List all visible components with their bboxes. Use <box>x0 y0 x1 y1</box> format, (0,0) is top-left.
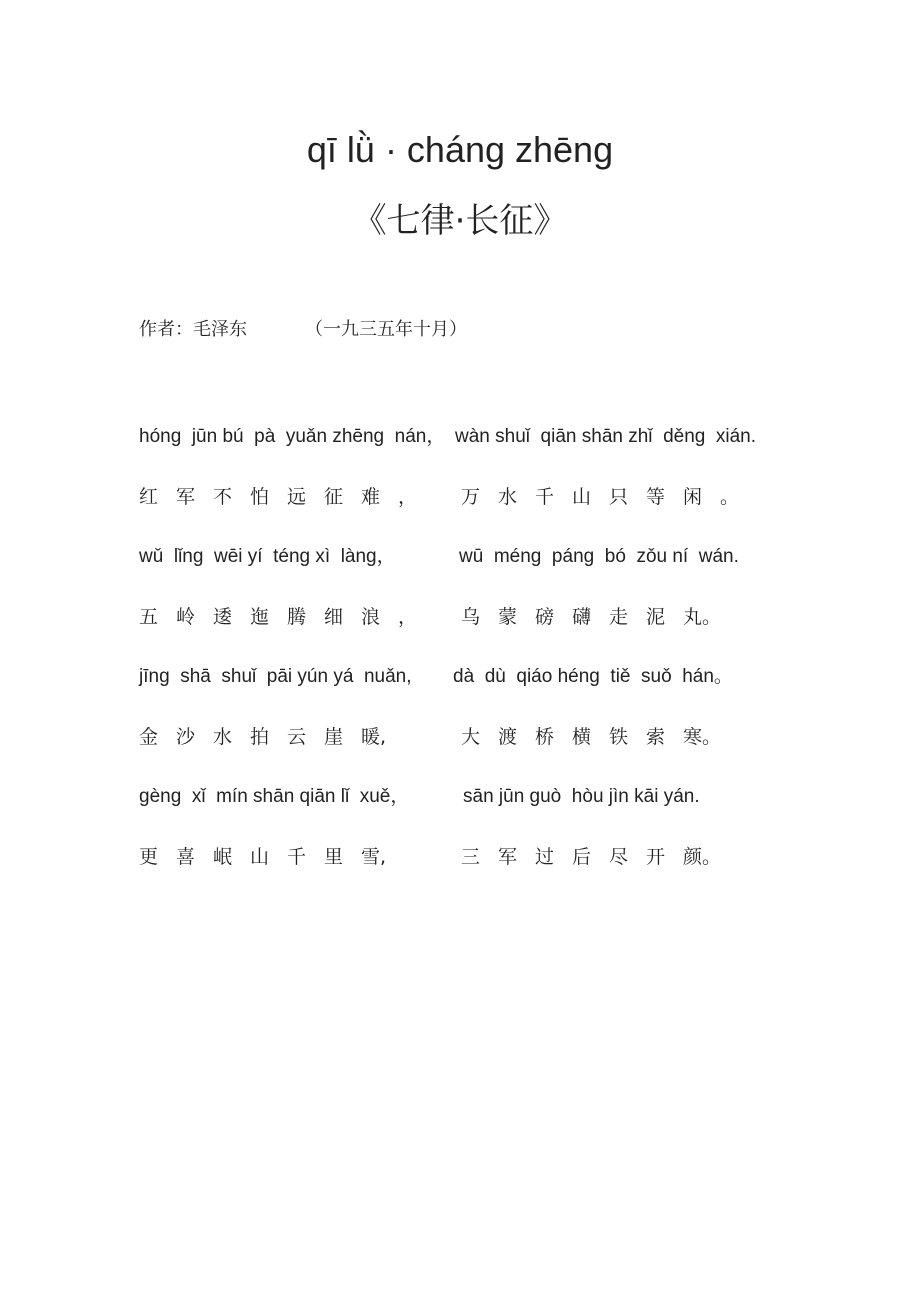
hanzi-character: 军 <box>176 486 196 508</box>
hanzi-character: 只 <box>609 486 629 508</box>
hanzi-character: 云 <box>287 726 307 748</box>
hanzi-character: 桥 <box>535 726 555 748</box>
pinyin-line <box>139 662 799 692</box>
composition-date: （一九三五年十月） <box>305 319 467 340</box>
hanzi-character: 过 <box>535 846 555 868</box>
hanzi-character: 喜 <box>176 846 196 868</box>
hanzi-character: 岭 <box>176 606 196 628</box>
hanzi-character: 等 <box>646 486 666 508</box>
pinyin-first-half: hóng jūn bú pà yuǎn zhēng nán， <box>139 426 446 447</box>
hanzi-character: 雪, <box>361 846 387 868</box>
hanzi-character: 丸。 <box>683 606 722 628</box>
hanzi-character: 尽 <box>609 846 629 868</box>
hanzi-character: 细 <box>324 606 344 628</box>
hanzi-line <box>139 842 799 872</box>
hanzi-character: 礴 <box>572 606 592 628</box>
hanzi-second-half <box>461 722 761 752</box>
hanzi-character: 万 <box>461 486 481 508</box>
hanzi-character: 走 <box>609 606 629 628</box>
hanzi-character: 腾 <box>287 606 307 628</box>
hanzi-character: 水 <box>213 726 233 748</box>
hanzi-first-half <box>139 602 429 632</box>
hanzi-character: 五 <box>139 606 159 628</box>
pinyin-line <box>139 782 799 812</box>
pinyin-line <box>139 542 799 572</box>
hanzi-first-half <box>139 842 429 872</box>
poem-title: 《七律·长征》 <box>352 201 568 241</box>
hanzi-line <box>139 482 799 512</box>
hanzi-character: 更 <box>139 846 159 868</box>
hanzi-line <box>139 722 799 752</box>
hanzi-character: 乌 <box>461 606 481 628</box>
hanzi-character: 千 <box>287 846 307 868</box>
pinyin-second-half: dà dù qiáo héng tiě suǒ hán。 <box>453 666 733 687</box>
hanzi-character: 三 <box>461 846 481 868</box>
hanzi-character: 山 <box>572 486 592 508</box>
hanzi-character: 征 <box>324 486 344 508</box>
hanzi-character: 开 <box>646 846 666 868</box>
hanzi-second-half <box>461 482 761 512</box>
hanzi-character: 横 <box>572 726 592 748</box>
pinyin-second-half: wàn shuǐ qiān shān zhǐ děng xián. <box>455 426 757 447</box>
pinyin-second-half: sān jūn guò hòu jìn kāi yán. <box>463 786 700 807</box>
hanzi-character: 闲 <box>683 486 703 508</box>
hanzi-character: 怕 <box>250 486 270 508</box>
hanzi-character: 水 <box>498 486 518 508</box>
hanzi-character: 军 <box>498 846 518 868</box>
hanzi-character: 泥 <box>646 606 666 628</box>
hanzi-character: 迤 <box>250 606 270 628</box>
hanzi-character: 渡 <box>498 726 518 748</box>
hanzi-character: 。 <box>720 486 740 508</box>
hanzi-character: 金 <box>139 726 159 748</box>
hanzi-character: 磅 <box>535 606 555 628</box>
hanzi-character: 拍 <box>250 726 270 748</box>
hanzi-character: 寒。 <box>683 726 722 748</box>
hanzi-second-half <box>461 842 761 872</box>
hanzi-character: 暖, <box>361 726 387 748</box>
hanzi-second-half <box>461 602 761 632</box>
pinyin-second-half: wū méng páng bó zǒu ní wán. <box>459 546 739 567</box>
hanzi-character: 崖 <box>324 726 344 748</box>
hanzi-character: 远 <box>287 486 307 508</box>
hanzi-character: 后 <box>572 846 592 868</box>
pinyin-first-half: gèng xǐ mín shān qiān lǐ xuě， <box>139 786 410 807</box>
title-pinyin: qī lǜ · cháng zhēng <box>306 129 614 170</box>
pinyin-first-half: wǔ lǐng wēi yí téng xì làng， <box>139 546 396 567</box>
hanzi-character: 铁 <box>609 726 629 748</box>
pinyin-line <box>139 422 799 452</box>
hanzi-character: 难 <box>361 486 381 508</box>
hanzi-first-half <box>139 482 429 512</box>
hanzi-character: 大 <box>461 726 481 748</box>
hanzi-character: 岷 <box>213 846 233 868</box>
hanzi-character: ， <box>398 606 418 628</box>
hanzi-character: 千 <box>535 486 555 508</box>
pinyin-first-half: jīng shā shuǐ pāi yún yá nuǎn, <box>139 666 412 687</box>
hanzi-character: 里 <box>324 846 344 868</box>
hanzi-character: 逶 <box>213 606 233 628</box>
hanzi-character: 蒙 <box>498 606 518 628</box>
hanzi-line <box>139 602 799 632</box>
byline <box>139 316 467 344</box>
hanzi-first-half <box>139 722 429 752</box>
hanzi-character: 不 <box>213 486 233 508</box>
hanzi-character: 颜。 <box>683 846 722 868</box>
hanzi-character: 沙 <box>176 726 196 748</box>
hanzi-character: 浪 <box>361 606 381 628</box>
hanzi-character: 红 <box>139 486 159 508</box>
author-label: 作者：毛泽东 <box>139 319 247 340</box>
hanzi-character: ， <box>398 486 418 508</box>
hanzi-character: 山 <box>250 846 270 868</box>
hanzi-character: 索 <box>646 726 666 748</box>
